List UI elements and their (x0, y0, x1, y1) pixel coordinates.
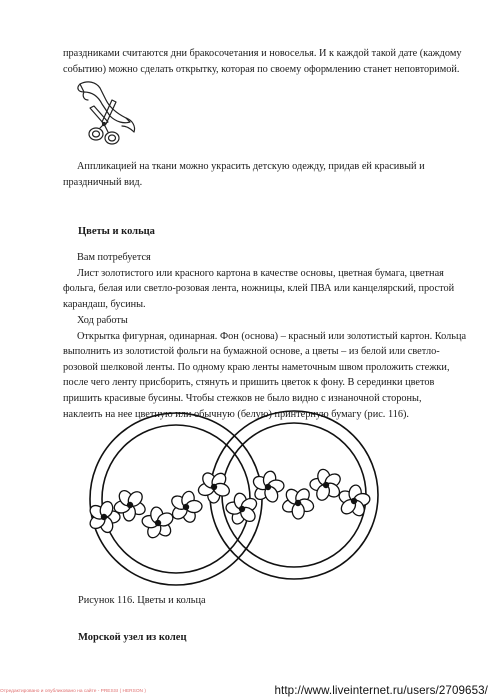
text-line: фольга, белая или светло-розовая лента, ножницы, клей ПВА или канцелярский, простой (63, 283, 455, 295)
ribbon-flower (251, 470, 284, 504)
text-line: событию) можно сделать открытку, которая по своему оформлению станет неповторимой. (63, 63, 460, 75)
ribbon-flower (310, 468, 343, 502)
text-line: карандаш, бусины. (63, 298, 146, 310)
text-line: наклеить на нее цветную или обычную (белую) принтерную бумагу (рис. 116). (63, 408, 410, 420)
intro-paragraph (63, 46, 462, 77)
ribbon-flower (141, 506, 175, 540)
text-line: розовой шелковой ленты. По одному краю ленты наметочным швом проложить стежки, (63, 361, 450, 373)
ribbon-flower (281, 486, 315, 519)
text-line: Открытка фигурная, одинарная. Фон (основа) – красный или золотистый картон. Кольца (77, 330, 467, 342)
subheading: Вам потребуется (77, 252, 151, 263)
footer-publisher-note: Отредактировано и опубликовано на сайте - PRESSI ( HERSON ) (0, 689, 146, 694)
text-line: Аппликацией на ткани можно украсить детскую одежду, придав ей красивый и (77, 161, 425, 172)
text-line: пришить красивые бусины. Чтобы стежков не было видно с изнаночной стороны, (63, 392, 422, 404)
scissors-ribbon-illustration (66, 78, 138, 154)
applique-paragraph (63, 159, 443, 190)
ribbon-flower (225, 492, 258, 526)
ribbon-flower (169, 490, 202, 524)
section-title: Цветы и кольца (78, 226, 155, 237)
subheading: Ход работы (77, 315, 128, 326)
figure-caption: Рисунок 116. Цветы и кольца (78, 595, 206, 606)
materials-block (63, 250, 455, 312)
rings-flowers-illustration (82, 405, 382, 589)
text-line: после чего ленту присборить, стянуть и пришить цветок к фону. В серединки цветов (63, 377, 435, 389)
text-line: праздничный вид. (63, 176, 143, 188)
ribbon-flower (197, 470, 231, 503)
footer-url: http://www.liveinternet.ru/users/2709653/ (274, 684, 488, 697)
section-title: Морской узел из колец (78, 632, 187, 643)
text-line: Лист золотистого или красного картона в качестве основы, цветная бумага, цветная (77, 267, 444, 279)
text-line: выполнить из золотистой фольги на бумажной основе, а цветы – из белой или светло- (63, 346, 440, 358)
text-line: праздниками считаются дни бракосочетания и новоселья. И к каждой такой дате (каждому (63, 48, 462, 59)
